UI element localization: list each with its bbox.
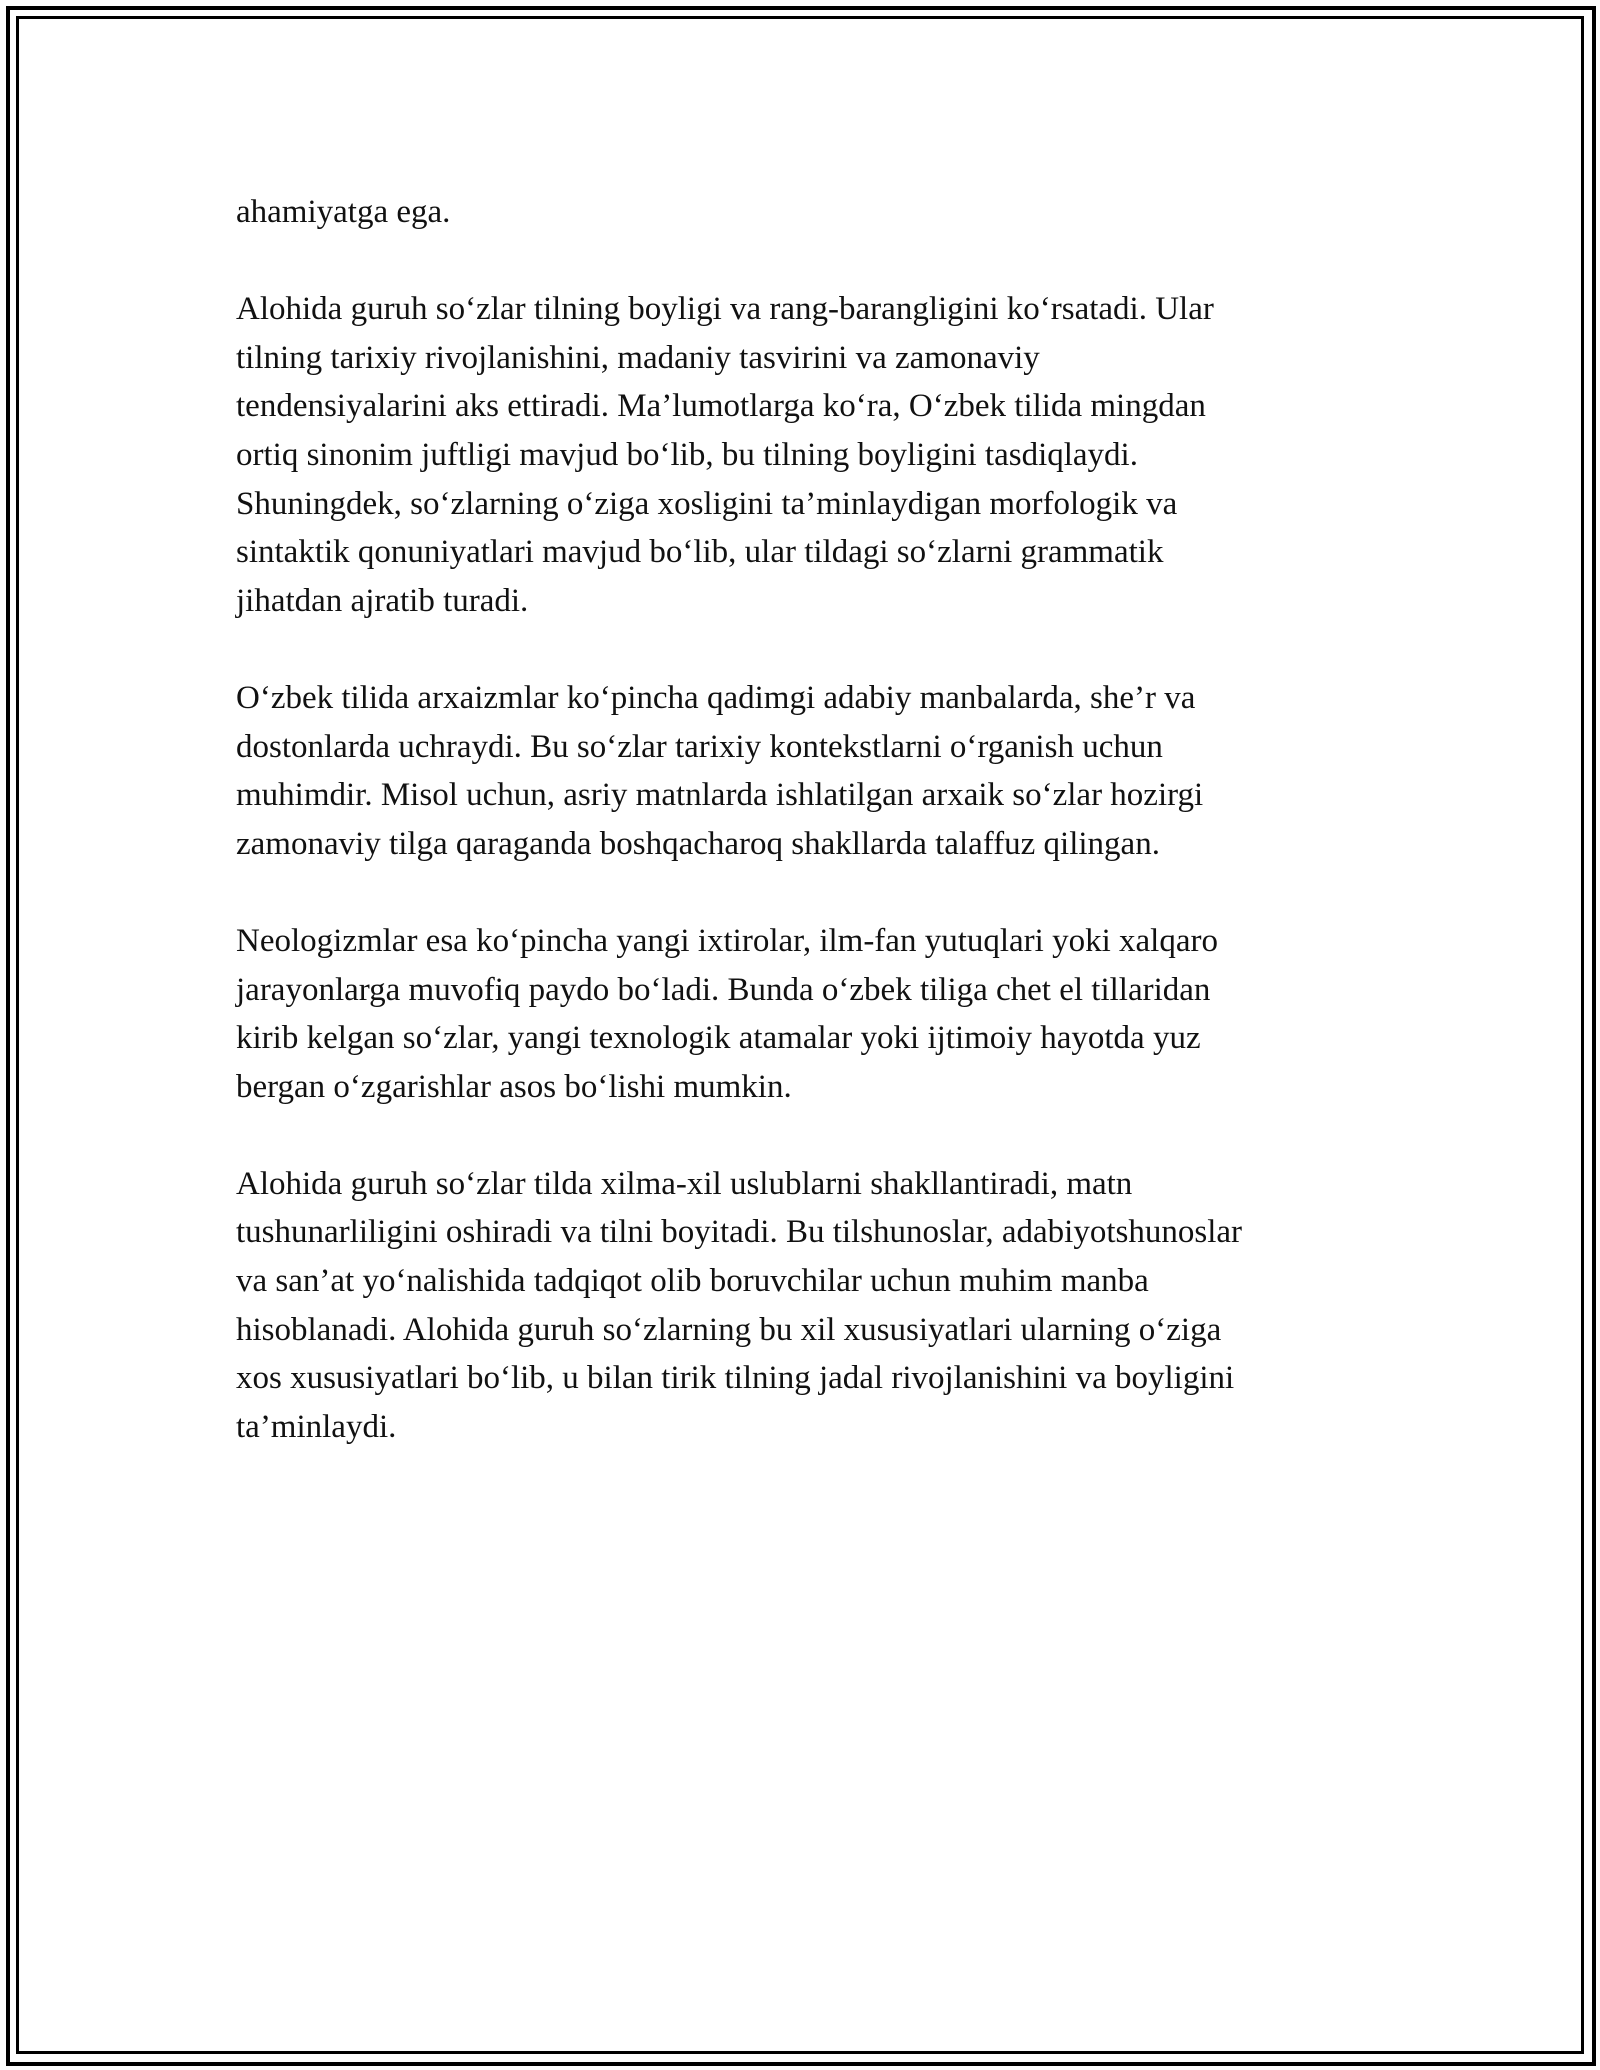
document-body	[236, 188, 1366, 1500]
paragraph-4: Neologizmlar esa ko‘pincha yangi ixtirolar, ilm-fan yutuqlari yoki xalqaro jarayonlarga muvofiq paydo bo‘ladi. Bunda o‘zbek tiliga chet el tillaridan kirib kelgan so‘zlar, yangi texnologik atamalar yoki ijtimoiy hayotda yuz bergan o‘zgarishlar asos bo‘lishi mumkin.	[236, 922, 1218, 1105]
paragraph-3: O‘zbek tilida arxaizmlar ko‘pincha qadimgi adabiy manbalarda, she’r va dostonlarda uchraydi. Bu so‘zlar tarixiy kontekstlarni o‘rganish uchun muhimdir. Misol uchun, asriy matnlarda ishlatilgan arxaik so‘zlar hozirgi zamonaviy tilga qaraganda boshqacharoq shakllarda talaffuz qilingan.	[236, 679, 1204, 862]
paragraph-2: Alohida guruh so‘zlar tilning boyligi va rang-barangligini ko‘rsatadi. Ular tilning tarixiy rivojlanishini, madaniy tasvirini va zamonaviy tendensiyalarini aks ettiradi. Ma’lumotlarga ko‘ra, O‘zbek tilida mingdan ortiq sinonim juftligi mavjud bo‘lib, bu tilning boyligini tasdiqlaydi. Shuningdek, so‘zlarning o‘ziga xosligini ta’minlaydigan morfologik va sintaktik qonuniyatlari mavjud bo‘lib, ular tildagi so‘zlarni grammatik jihatdan ajratib turadi.	[236, 291, 1214, 619]
paragraph-5: Alohida guruh so‘zlar tilda xilma-xil uslublarni shakllantiradi, matn tushunarliligini oshiradi va tilni boyitadi. Bu tilshunoslar, adabiyotshunoslar va san’at yo‘nalishida tadqiqot olib boruvchilar uchun muhim manba hisoblanadi. Alohida guruh so‘zlarning bu xil xususiyatlari ularning o‘ziga xos xususiyatlari bo‘lib, u bilan tirik tilning jadal rivojlanishini va boyligini ta’minlaydi.	[236, 1165, 1243, 1445]
paragraph-1: ahamiyatga ega.	[236, 194, 451, 230]
